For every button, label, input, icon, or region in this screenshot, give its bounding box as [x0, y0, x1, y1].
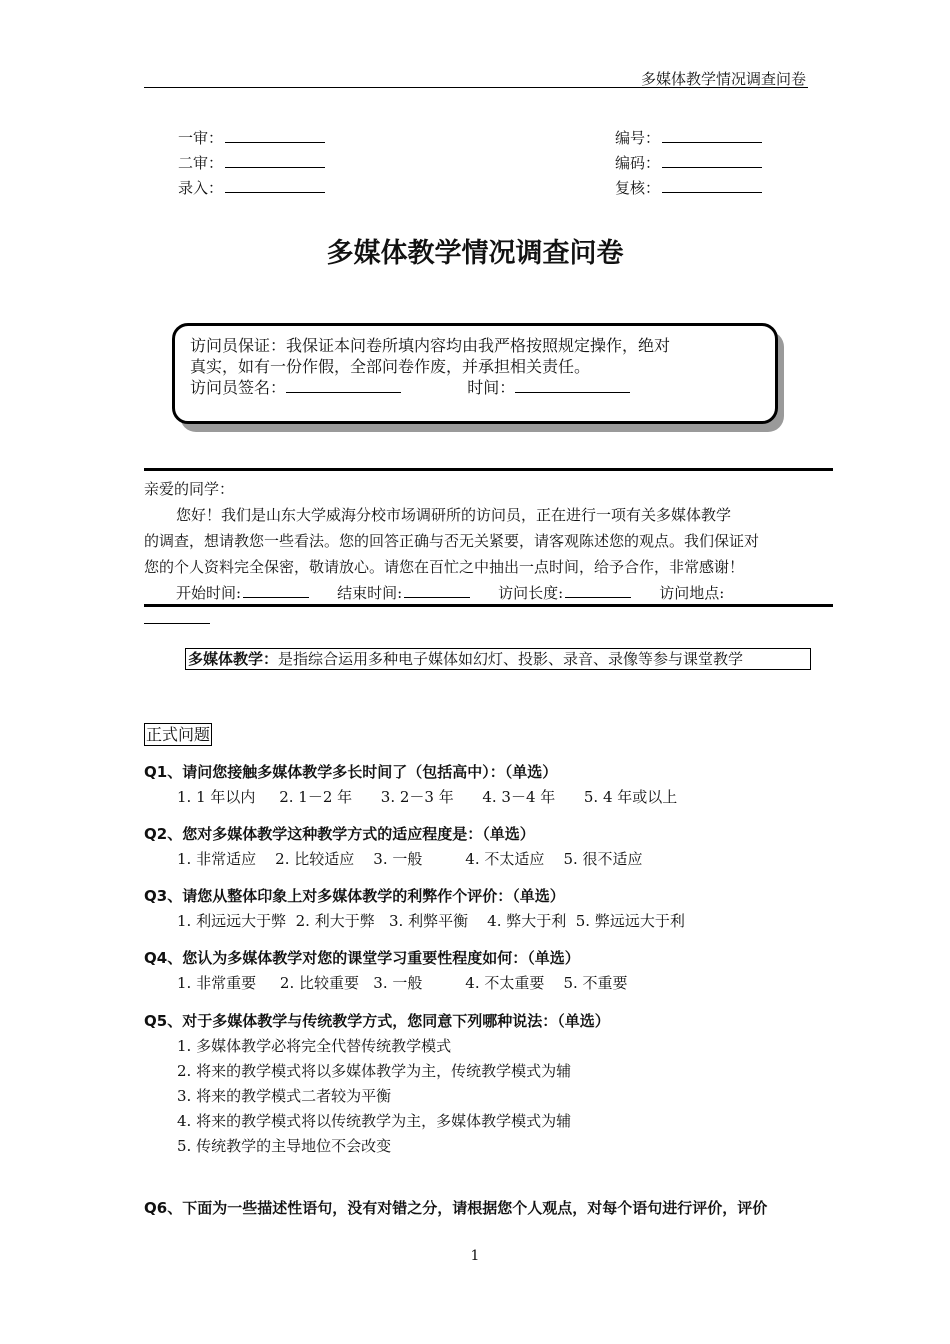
page-number: 1 [470, 1248, 480, 1264]
question-q6: Q6、下面为一些描述性语句，没有对错之分，请根据您个人观点，对每个语句进行评价，评价 [144, 1199, 768, 1217]
blank-line [243, 583, 309, 598]
admin-field-recheck [615, 177, 762, 198]
admin-field-label: 编码： [615, 154, 661, 172]
admin-field-entry [178, 177, 325, 198]
question-q2: Q2、您对多媒体教学这种教学方式的适应程度是：（单选） [144, 825, 535, 843]
document-title: 多媒体教学情况调查问卷 [326, 238, 624, 269]
location-label: 访问地点: [659, 584, 725, 602]
blank-line [662, 178, 762, 193]
admin-field-number [615, 127, 762, 148]
intro-top-rule [144, 468, 833, 471]
time-label: 时间： [467, 378, 516, 397]
options-q3: 1. 利远远大于弊 2. 利大于弊 3. 利弊平衡 4. 弊大于利 5. 弊远远大于利 [177, 912, 685, 930]
admin-field-label: 二审： [178, 154, 224, 172]
definition-box [185, 648, 811, 670]
blank-line [225, 128, 325, 143]
admin-field-label: 一审： [178, 129, 224, 147]
definition-term: 多媒体教学： [188, 650, 279, 668]
option-q5-4: 4. 将来的教学模式将以传统教学为主，多媒体教学模式为辅 [177, 1112, 572, 1130]
running-header: 多媒体教学情况调查问卷 [640, 70, 806, 88]
pledge-line: 访问员保证：我保证本问卷所填内容均由我严格按照规定操作，绝对 [190, 336, 671, 355]
blank-line [144, 609, 210, 624]
question-q3: Q3、请您从整体印象上对多媒体教学的利弊作个评价：（单选） [144, 887, 565, 905]
pledge-line: 真实，如有一份作假，全部问卷作废，并承担相关责任。 [190, 357, 591, 376]
time-blank [515, 378, 630, 393]
admin-field-label: 编号： [615, 129, 661, 147]
options-q1: 1. 1 年以内 2. 1－2 年 3. 2－3 年 4. 3－4 年 5. 4 年或以上 [177, 788, 678, 806]
admin-field-second-review [178, 152, 325, 173]
question-q1: Q1、请问您接触多媒体教学多长时间了（包括高中）：（单选） [144, 763, 558, 781]
blank-line [225, 153, 325, 168]
start-time-label: 开始时间: [176, 584, 242, 602]
admin-field-first-review [178, 127, 325, 148]
question-q5: Q5、对于多媒体教学与传统教学方式，您同意下列哪种说法：（单选） [144, 1012, 610, 1030]
intro-paragraph-line: 的调查，想请教您一些看法。您的回答正确与否无关紧要，请客观陈述您的观点。我们保证对 [144, 532, 760, 550]
blank-line [662, 128, 762, 143]
intro-paragraph-line: 您的个人资料完全保密，敬请放心。请您在百忙之中抽出一点时间，给予合作，非常感谢！ [144, 558, 745, 576]
intro-section [144, 476, 814, 632]
blank-line [225, 178, 325, 193]
blank-line [565, 583, 631, 598]
intro-paragraph-line: 您好！我们是山东大学威海分校市场调研所的访问员，正在进行一项有关多媒体教学 [176, 506, 732, 524]
header-rule [144, 87, 808, 88]
blank-line [662, 153, 762, 168]
duration-label: 访问长度: [498, 584, 564, 602]
admin-field-label: 复核： [615, 179, 661, 197]
option-q5-1: 1. 多媒体教学必将完全代替传统教学模式 [177, 1037, 452, 1055]
admin-field-label: 录入： [178, 179, 224, 197]
signature-blank [286, 378, 401, 393]
end-time-label: 结束时间: [337, 584, 403, 602]
section-title: 正式问题 [146, 725, 211, 744]
interviewer-box-text [190, 335, 770, 398]
blank-line [404, 583, 470, 598]
question-q4: Q4、您认为多媒体教学对您的课堂学习重要性程度如何：（单选） [144, 949, 580, 967]
option-q5-2: 2. 将来的教学模式将以多媒体教学为主，传统教学模式为辅 [177, 1062, 572, 1080]
options-q4: 1. 非常重要 2. 比较重要 3. 一般 4. 不太重要 5. 不重要 [177, 974, 628, 992]
signature-label: 访问员签名： [190, 378, 287, 397]
definition-text: 是指综合运用多种电子媒体如幻灯、投影、录音、录像等参与课堂教学 [278, 650, 744, 668]
signature-row [190, 377, 770, 398]
option-q5-3: 3. 将来的教学模式二者较为平衡 [177, 1087, 392, 1105]
intro-bottom-rule [144, 604, 833, 607]
greeting: 亲爱的同学： [144, 480, 235, 498]
option-q5-5: 5. 传统教学的主导地位不会改变 [177, 1137, 392, 1155]
admin-field-code [615, 152, 762, 173]
options-q2: 1. 非常适应 2. 比较适应 3. 一般 4. 不太适应 5. 很不适应 [177, 850, 643, 868]
